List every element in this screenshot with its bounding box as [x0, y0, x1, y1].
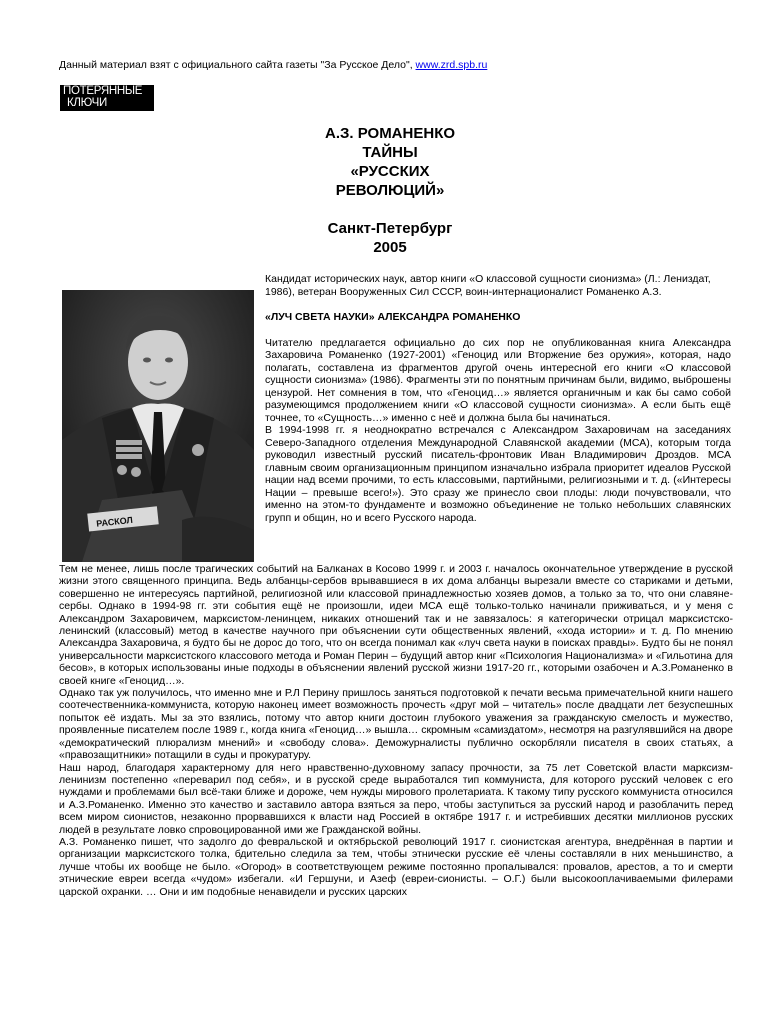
- author-photo: [62, 290, 254, 562]
- body-text: [59, 563, 733, 898]
- section-heading: «ЛУЧ СВЕТА НАУКИ» АЛЕКСАНДРА РОМАНЕНКО: [265, 311, 521, 323]
- body-paragraph-4: А.З. Романенко пишет, что задолго до февральской и октябрьской революций 1917 г. сионистская агентура, внедрённая в партии и организации марксистского толка, бдительно следила за тем, чтобы этнически русские её члены составляли в них меньшинство, а лучше чтобы их вообще не было. «Огород» в соответствующем режиме постоянно пропалывался: провалов, арестов, а то и смерти этнические евреи всегда «чудом» избегали. «И Гершуни, и Азеф (евреи-сионисты. – О.Г.) были высокооплачиваемыми филерами царской охранки. … Они и им подобные ненавидели и русских царских: [59, 835, 733, 898]
- publication-year: 2005: [373, 239, 407, 256]
- author-name: А.З. РОМАНЕНКО: [324, 125, 456, 142]
- logo-line-1: ПОТЕРЯННЫЕ: [63, 85, 143, 97]
- book-title-line-1: ТАЙНЫ: [362, 144, 418, 161]
- photo-sign-text: РАСКОЛ: [95, 514, 134, 529]
- source-link[interactable]: www.zrd.spb.ru: [415, 59, 488, 71]
- body-paragraph-2: Однако так уж получилось, что именно мне и Р.Л Перину пришлось заняться подготовкой к печати весьма примечательной книги нашего соотечественника-коммуниста, которую наконец имеет возможность прочесть «друг мой – читатель» после двадцати лет безуспешных попыток её издать. Мы за это взялись, потому что автор книги достоин глубокого уважения за гражданскую смелость и мужество, проявленные писателем после 1989 г., когда книга «Геноцид…» вышла… скромным «самиздатом», несмотря на разгулявшийся на дворе «демократический плюрализм мнений» и «свободу слова». Деможурналисты публично оскорбляли писателя в своих статьях, а «правозащитники» потащили в суды и прокуратуру.: [59, 687, 733, 762]
- publication-city: Санкт-Петербург: [327, 220, 453, 237]
- book-title-line-3: РЕВОЛЮЦИЙ»: [335, 182, 445, 199]
- intro-paragraph-1: Читателю предлагается официально до сих пор не опубликованная книга Александра Захаровича Романенко (1927-2001) «Геноцид или Вторжение без оружия», которая, надо полагать, составлена из фрагментов другой очень интересной его книги «О классовой сущности сионизма» (1986). Фрагменты эти по понятным причинам были, видимо, выброшены цензурой. Нет сомнения в том, что «Геноцид…» является органичным и как бы само собой разумеющимся продолжением книги «О классовой сущности сионизма». А если быть ещё точнее, то «Сущность…» именно с неё и должна была бы начинаться.: [265, 336, 731, 424]
- source-line: [59, 59, 487, 71]
- logo-line-2: КЛЮЧИ: [67, 96, 107, 109]
- intro-section: [265, 273, 731, 524]
- title-block: [260, 124, 520, 257]
- book-title-line-2: «РУССКИХ: [350, 163, 430, 180]
- logo: [60, 85, 154, 111]
- source-text: Данный материал взят с официального сайта газеты "За Русское Дело",: [59, 59, 416, 71]
- author-bio: Кандидат исторических наук, автор книги «О классовой сущности сионизма» (Л.: Лениздат, 1986), ветеран Вооруженных Сил СССР, воин-интернационалист Романенко А.З.: [265, 273, 711, 298]
- body-paragraph-1: Тем не менее, лишь после трагических событий на Балканах в Косово 1999 г. и 2003 г. началось окончательное утверждение в русской жизни этого священного принципа. Ведь албанцы-сербов врывавшиеся в их дома албанцы вырезали вместе со стариками и детьми, совершенно не интересуясь партийной, религиозной или классовой принадлежностью хозяев домов, а только за то, что они славяне-сербы. Однако в 1994-98 гг. эти события ещё не произошли, идеи МСА ещё только-только начинали приживаться, и у меня с Александром Захаровичем, марксистом-ленинцем, никаких отношений так и не завязалось: я категорически отрицал марксистско-ленинский (классовый) метод в качестве научного при объяснении сути общественных явлений, «хода истории» и т. д. По мнению Александра Захаровича, я будто бы не дорос до того, что он всегда понимал как «луч света науки в поисках правды». Будто бы не понял универсальности марксистского классового метода и Роман Перин – будущий автор книг «Психология Национализма» и «Гильотина для бесов», в которых использованы иные подходы в объяснении явлений русской жизни 1917-20 гг., которыми озабочен и А.З.Романенко в своей книге «Геноцид…».: [59, 563, 733, 687]
- body-paragraph-3: Наш народ, благодаря характерному для него нравственно-духовному запасу прочности, за 75 лет Советской власти марксизм-ленинизм постепенно «переварил под себя», и в русской среде выработался тип коммуниста, для которого русский человек с его нуждами и проблемами был всё-таки ближе и дороже, чем нужды мирового пролетариата. К такому типу русского коммуниста относился и А.З.Романенко. Именно это качество и заставило автора взяться за перо, чтобы заступиться за русский народ и разоблачить перед всем миром сионистов, незаконно прорвавшихся к власти над Россией в октябре 1917 г. и истребивших десятки миллионов русских людей в результате ловко спровоцированной ими же Гражданской войны.: [59, 761, 733, 836]
- intro-paragraph-2: В 1994-1998 гг. я неоднократно встречался с Александром Захаровичам на заседаниях Северо-Западного отделения Международной Славянской академии (МСА), которым тогда руководил известный русский писатель-фронтовик Иван Владимирович Дроздов. МСА главным своим организационным принципом изначально избрала приоритет идеалов Русской нации над всеми прочими, то есть классовыми, партийными, религиозными и т. д. («Интересы Нации – превыше всего!»). Это сразу же принесло свои плоды: люди почувствовали, что именно на этом-то фундаменте и возможно объединение не только небольших славянских групп и общин, но и всего Русского народа.: [265, 424, 731, 524]
